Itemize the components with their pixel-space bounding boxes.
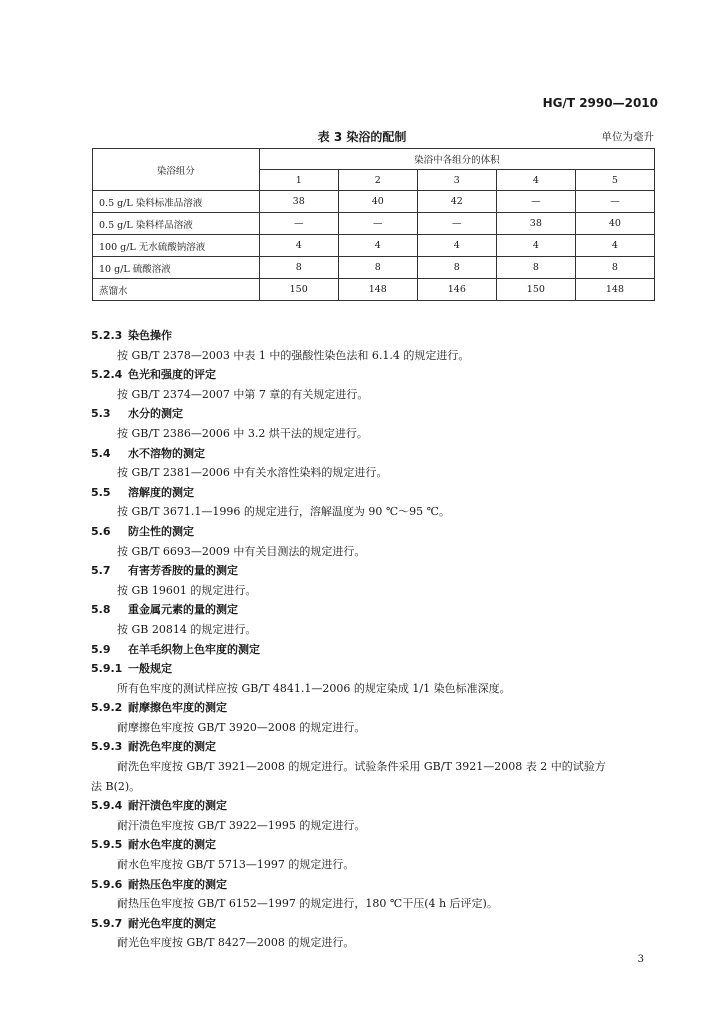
cell: 8 [338, 257, 417, 279]
section-text-continued: 法 B(2)。 [91, 779, 141, 793]
section-number: 5.2.4 [91, 368, 123, 382]
section-heading [91, 659, 657, 679]
section-title: 水分的测定 [128, 407, 183, 421]
section-text: 耐热压色牢度按 GB/T 6152—1997 的规定进行，180 ℃干压(4 h 后评定)。 [117, 897, 498, 911]
section-title: 有害芳香胺的量的测定 [128, 564, 238, 578]
section-title: 防尘性的测定 [128, 524, 194, 538]
section-text: 按 GB 19601 的规定进行。 [117, 583, 257, 597]
section-title: 耐热压色牢度的测定 [128, 877, 227, 891]
header-col-2: 2 [338, 170, 417, 191]
section-text: 按 GB/T 2378—2003 中表 1 中的强酸性染色法和 6.1.4 的规定进行。 [117, 348, 470, 362]
cell: 8 [417, 257, 496, 279]
section-text: 按 GB/T 2386—2006 中 3.2 烘干法的规定进行。 [117, 426, 368, 440]
cell: 40 [575, 213, 654, 235]
section-heading [91, 444, 657, 464]
section-number: 5.9.6 [91, 877, 123, 891]
section-number: 5.9 [91, 642, 111, 656]
section-number: 5.6 [91, 524, 111, 538]
row-label: 0.5 g/L 染料标准品溶液 [93, 191, 260, 213]
section-number: 5.9.7 [91, 916, 123, 930]
section-text: 耐水色牢度按 GB/T 5713—1997 的规定进行。 [117, 858, 355, 872]
header-col-5: 5 [575, 170, 654, 191]
header-col-4: 4 [496, 170, 575, 191]
cell: 8 [496, 257, 575, 279]
section-number: 5.5 [91, 485, 111, 499]
table-row [93, 257, 655, 279]
section-text: 按 GB/T 2381—2006 中有关水溶性染料的规定进行。 [117, 466, 388, 480]
section-title: 一般规定 [128, 662, 172, 676]
table-row [93, 235, 655, 257]
section-title: 耐汗渍色牢度的测定 [128, 799, 227, 813]
cell: 4 [259, 235, 338, 257]
section-title: 重金属元素的量的测定 [128, 603, 238, 617]
cell: — [496, 191, 575, 213]
section-title: 染色操作 [128, 329, 172, 342]
section-number: 5.9.3 [91, 740, 123, 754]
section-number: 5.3 [91, 407, 111, 421]
header-col-1: 1 [259, 170, 338, 191]
section-heading [91, 796, 657, 816]
table-row [93, 213, 655, 235]
row-label: 0.5 g/L 染料样品溶液 [93, 213, 260, 235]
section-heading [91, 483, 657, 503]
dye-bath-table [92, 148, 655, 301]
section-text: 耐光色牢度按 GB/T 8427—2008 的规定进行。 [117, 936, 355, 950]
header-col-3: 3 [417, 170, 496, 191]
section-heading [91, 914, 657, 934]
section-number: 5.9.5 [91, 838, 123, 852]
section-text: 耐汗渍色牢度按 GB/T 3922—1995 的规定进行。 [117, 818, 366, 832]
cell: 146 [417, 279, 496, 301]
section-heading [91, 835, 657, 855]
section-title: 在羊毛织物上色牢度的测定 [128, 642, 260, 656]
section-heading [91, 600, 657, 620]
cell: 40 [338, 191, 417, 213]
cell: 4 [417, 235, 496, 257]
cell: 4 [496, 235, 575, 257]
section-heading [91, 522, 657, 542]
cell: — [575, 191, 654, 213]
section-title: 耐水色牢度的测定 [128, 838, 216, 852]
section-title: 耐洗色牢度的测定 [128, 740, 216, 754]
section-title: 水不溶物的测定 [128, 446, 205, 460]
section-text: 按 GB 20814 的规定进行。 [117, 622, 257, 636]
section-heading [91, 404, 657, 424]
section-text: 耐摩擦色牢度按 GB/T 3920—2008 的规定进行。 [117, 720, 366, 734]
section-text: 按 GB/T 2374—2007 中第 7 章的有关规定进行。 [117, 387, 369, 401]
section-heading [91, 640, 657, 660]
section-title: 耐摩擦色牢度的测定 [128, 701, 227, 715]
section-title: 溶解度的测定 [128, 485, 194, 499]
row-label: 100 g/L 无水硫酸钠溶液 [93, 235, 260, 257]
row-label: 10 g/L 硫酸溶液 [93, 257, 260, 279]
table-caption: 表 3 染浴的配制 [317, 130, 407, 144]
cell: 8 [259, 257, 338, 279]
section-text: 耐洗色牢度按 GB/T 3921—2008 的规定进行。试验条件采用 GB/T 3921—2008 表 2 中的试验方 [117, 760, 606, 774]
section-heading [91, 365, 657, 385]
table-row [93, 279, 655, 301]
section-heading [91, 698, 657, 718]
cell: — [417, 213, 496, 235]
section-number: 5.2.3 [91, 329, 123, 342]
row-label: 蒸馏水 [93, 279, 260, 301]
cell: 148 [338, 279, 417, 301]
section-number: 5.9.2 [91, 701, 123, 715]
section-title: 色光和强度的评定 [128, 368, 216, 382]
cell: 4 [575, 235, 654, 257]
standard-number: HG/T 2990—2010 [542, 96, 658, 110]
cell: 38 [259, 191, 338, 213]
section-number: 5.8 [91, 603, 111, 617]
section-number: 5.9.1 [91, 662, 123, 676]
section-heading [91, 737, 657, 757]
section-title: 耐光色牢度的测定 [128, 916, 216, 930]
table-unit: 单位为毫升 [601, 131, 654, 143]
cell: 42 [417, 191, 496, 213]
cell: 8 [575, 257, 654, 279]
cell: 38 [496, 213, 575, 235]
section-number: 5.7 [91, 564, 111, 578]
section-heading [91, 875, 657, 895]
header-component: 染浴组分 [93, 149, 260, 191]
section-text: 所有色牢度的测试样应按 GB/T 4841.1—2006 的规定染成 1/1 染色标准深度。 [117, 681, 511, 695]
section-number: 5.4 [91, 446, 111, 460]
section-heading [91, 561, 657, 581]
table-row [93, 191, 655, 213]
header-volume: 染浴中各组分的体积 [259, 149, 654, 170]
section-number: 5.9.4 [91, 799, 123, 813]
body-text [91, 326, 657, 953]
section-text: 按 GB/T 6693—2009 中有关目测法的规定进行。 [117, 544, 366, 558]
cell: 4 [338, 235, 417, 257]
cell: 150 [259, 279, 338, 301]
cell: 150 [496, 279, 575, 301]
cell: 148 [575, 279, 654, 301]
cell: — [338, 213, 417, 235]
section-heading [91, 326, 657, 346]
cell: — [259, 213, 338, 235]
page-number: 3 [637, 954, 644, 965]
section-text: 按 GB/T 3671.1—1996 的规定进行，溶解温度为 90 ℃～95 ℃。 [117, 505, 450, 519]
